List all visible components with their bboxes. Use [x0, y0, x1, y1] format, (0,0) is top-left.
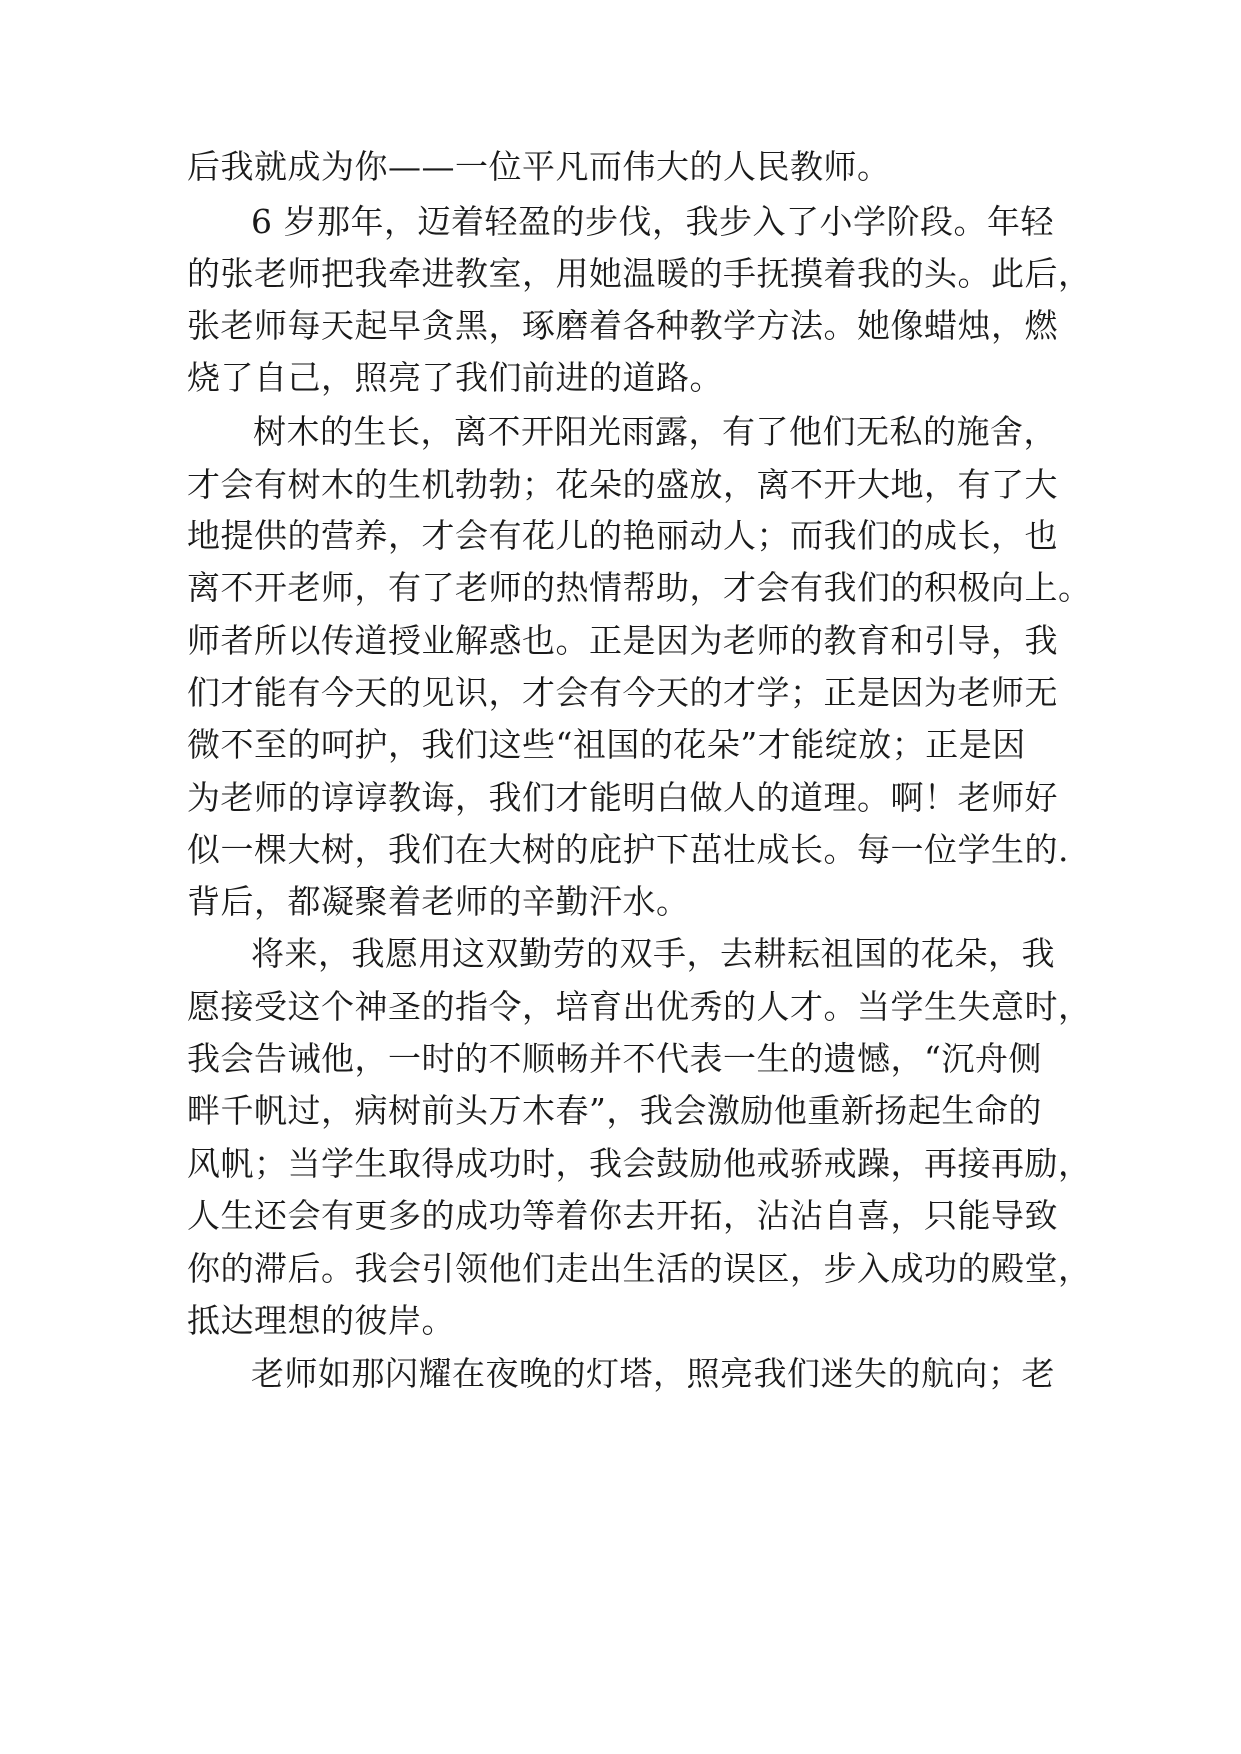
text-line: 微不至的呵护，我们这些“祖国的花朵”才能绽放；正是因 — [187, 725, 1026, 764]
paragraph-first-line: 将来，我愿用这双勤劳的双手，去耕耘祖国的花朵，我 — [251, 934, 1055, 973]
text-line: 愿接受这个神圣的指令，培育出优秀的人才。当学生失意时， — [187, 987, 1092, 1026]
text-line: 张老师每天起早贪黑，琢磨着各种教学方法。她像蜡烛，燃 — [187, 306, 1058, 345]
text-line: 们才能有今天的见识，才会有今天的才学；正是因为老师无 — [187, 673, 1058, 712]
text-line: 才会有树木的生机勃勃；花朵的盛放，离不开大地，有了大 — [187, 465, 1058, 504]
text-line: 我会告诫他，一时的不顺畅并不代表一生的遗憾，“沉舟侧 — [187, 1039, 1042, 1078]
text-line: 背后，都凝聚着老师的辛勤汗水。 — [187, 882, 690, 921]
text-line: 后我就成为你——一位平凡而伟大的人民教师。 — [187, 147, 891, 186]
text-line: 烧了自己，照亮了我们前进的道路。 — [187, 358, 723, 397]
text-line: 你的滞后。我会引领他们走出生活的误区，步入成功的殿堂， — [187, 1249, 1092, 1288]
text-line: 似一棵大树，我们在大树的庇护下茁壮成长。每一位学生的. — [187, 830, 1069, 869]
paragraph-first-line: 6 岁那年，迈着轻盈的步伐，我步入了小学阶段。年轻 — [251, 202, 1054, 241]
text-line: 离不开老师，有了老师的热情帮助，才会有我们的积极向上。 — [187, 568, 1092, 607]
text-line: 师者所以传道授业解惑也。正是因为老师的教育和引导，我 — [187, 621, 1058, 660]
text-line: 抵达理想的彼岸。 — [187, 1301, 455, 1340]
text-line: 地提供的营养，才会有花儿的艳丽动人；而我们的成长，也 — [187, 516, 1058, 555]
text-line: 的张老师把我牵进教室，用她温暖的手抚摸着我的头。此后， — [187, 254, 1092, 293]
text-line: 为老师的谆谆教诲，我们才能明白做人的道理。啊！老师好 — [187, 778, 1058, 817]
paragraph-first-line: 老师如那闪耀在夜晚的灯塔，照亮我们迷失的航向；老 — [251, 1354, 1055, 1393]
text-line: 风帆；当学生取得成功时，我会鼓励他戒骄戒躁，再接再励， — [187, 1144, 1092, 1183]
text-line: 畔千帆过，病树前头万木春”，我会激励他重新扬起生命的 — [187, 1091, 1042, 1130]
text-line: 人生还会有更多的成功等着你去开拓，沾沾自喜，只能导致 — [187, 1196, 1058, 1235]
paragraph-first-line: 树木的生长，离不开阳光雨露，有了他们无私的施舍， — [253, 412, 1057, 451]
